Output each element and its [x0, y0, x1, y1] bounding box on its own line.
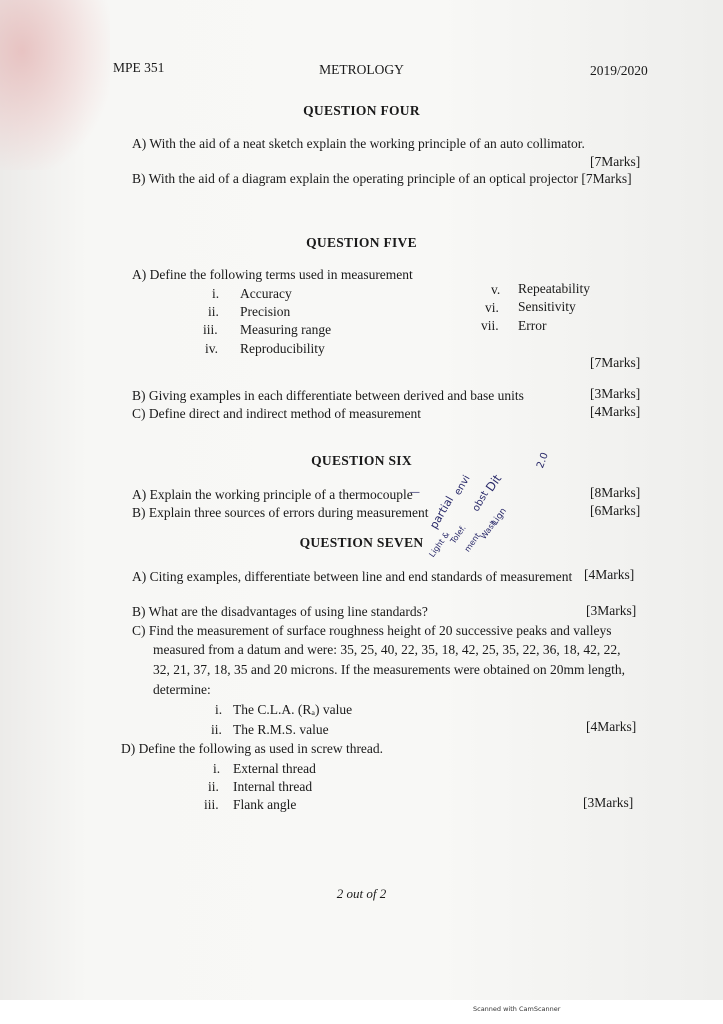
term-label: Precision: [240, 304, 291, 319]
handwritten-note: Light &: [427, 530, 452, 559]
question-four-title: QUESTION FOUR: [303, 103, 420, 118]
handwritten-note: Tolef.: [448, 523, 468, 546]
q5-part-a: A) Define the following terms used in measurement: [132, 267, 413, 282]
q5-part-c: C) Define direct and indirect method of measurement: [132, 406, 422, 421]
c-item-num: i.: [215, 702, 223, 717]
term-label: Sensitivity: [518, 299, 576, 314]
q6-part-b-marks: [6Marks]: [590, 503, 641, 518]
q5-part-b-marks: [3Marks]: [590, 386, 641, 401]
d-item-label: External thread: [233, 761, 316, 776]
q7-part-c-line: 32, 21, 37, 18, 35 and 20 microns. If the measurements were obtained on 20mm length,: [153, 662, 626, 677]
page-number: 2 out of 2: [336, 886, 387, 901]
q6-part-a-marks: [8Marks]: [590, 485, 641, 500]
d-item-label: Flank angle: [233, 797, 297, 812]
handwritten-note: partial: [427, 493, 457, 532]
c-item-label: The R.M.S. value: [233, 722, 329, 737]
q6-part-b: B) Explain three sources of errors during measurement: [132, 505, 429, 520]
d-item-num: iii.: [204, 797, 219, 812]
d-item-label: Internal thread: [233, 779, 313, 794]
question-six-title: QUESTION SIX: [311, 453, 412, 468]
handwritten-note: obst: [470, 489, 491, 514]
q4-part-b: B) With the aid of a diagram explain the operating principle of an optical projector [7Marks]: [132, 171, 632, 186]
handwritten-note: Lign: [489, 506, 509, 528]
term-label: Error: [518, 318, 547, 333]
question-five-title: QUESTION FIVE: [306, 235, 417, 250]
page-stain: [0, 0, 110, 170]
term-label: Reproducibility: [240, 341, 325, 356]
handwritten-note: ment: [462, 531, 483, 554]
term-label: Repeatability: [518, 281, 590, 296]
term-label: Measuring range: [240, 322, 332, 337]
q7-part-d: D) Define the following as used in screw thread.: [121, 741, 384, 756]
subject-title: METROLOGY: [319, 62, 404, 77]
term-num: vi.: [485, 300, 499, 315]
scanner-watermark: Scanned with CamScanner: [473, 1005, 561, 1013]
q5-part-b: B) Giving examples in each differentiate between derived and base units: [132, 388, 524, 403]
handwritten-dash: —: [410, 487, 420, 498]
handwritten-note: envi: [452, 473, 473, 498]
d-item-num: i.: [213, 761, 221, 776]
q7-part-a: A) Citing examples, differentiate between line and end standards of measurement: [132, 569, 573, 584]
c-item-num: ii.: [211, 722, 222, 737]
q7-part-c-line: determine:: [153, 682, 211, 697]
q5-part-a-marks: [7Marks]: [590, 355, 641, 370]
q7-part-d-marks: [3Marks]: [583, 795, 634, 810]
q7-part-c-line: C) Find the measurement of surface roughness height of 20 successive peaks and valleys: [132, 623, 612, 638]
q6-part-a: A) Explain the working principle of a thermocouple: [132, 487, 413, 502]
question-seven-title: QUESTION SEVEN: [299, 535, 424, 550]
q7-part-c-line: measured from a datum and were: 35, 25, 40, 22, 35, 18, 42, 25, 35, 22, 36, 18, 42, 22,: [153, 642, 621, 657]
handwritten-note: 2.0: [535, 451, 551, 470]
term-label: Accuracy: [240, 286, 292, 301]
term-num: iii.: [203, 322, 218, 337]
q7-part-b: B) What are the disadvantages of using line standards?: [132, 604, 428, 619]
q4-part-a: A) With the aid of a neat sketch explain the working principle of an auto collimator.: [132, 136, 585, 151]
term-num: v.: [491, 282, 501, 297]
scanner-footer: [0, 1000, 723, 1024]
term-num: iv.: [205, 341, 218, 356]
c-item-label: The C.L.A. (Rₐ) value: [233, 702, 353, 717]
q5-part-c-marks: [4Marks]: [590, 404, 641, 419]
term-num: ii.: [208, 304, 219, 319]
term-num: i.: [212, 286, 220, 301]
q4-part-a-marks: [7Marks]: [590, 154, 641, 169]
q7-part-a-marks: [4Marks]: [584, 567, 635, 582]
handwritten-note: Dit: [482, 471, 505, 495]
course-code: MPE 351: [113, 60, 165, 75]
d-item-num: ii.: [208, 779, 219, 794]
term-num: vii.: [481, 318, 499, 333]
academic-year: 2019/2020: [590, 63, 648, 78]
q7-part-c-marks: [4Marks]: [586, 719, 637, 734]
handwritten-note: Wash: [478, 518, 499, 541]
q7-part-b-marks: [3Marks]: [586, 603, 637, 618]
